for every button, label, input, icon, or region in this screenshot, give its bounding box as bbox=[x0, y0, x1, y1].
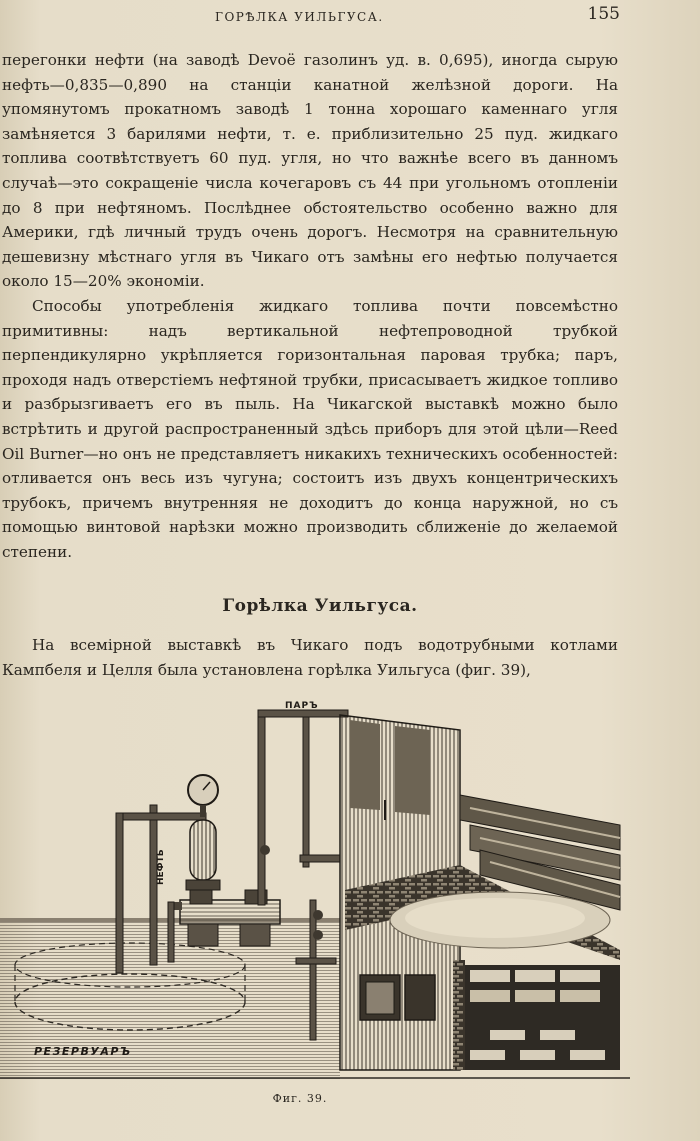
paragraph-methods: Способы употребленія жидкаго топлива почти повсемѣстно примитивны: надъ вертикальной нефтепроводной трубкой перпендикулярно укрѣпляется горизонтальная паровая трубка; паръ, проходя надъ отверстіемъ нефтяной трубки, присасываетъ жидкое топливо и разбрызгиваетъ его въ пыль. На Чикагской выставкѣ можно было встрѣтить и другой распространенный здѣсь приборъ для этой цѣли—Reed Oil Burner—но онъ не представляетъ никакихъ техническихъ особенностей: отливается онъ весь изъ чугуна; состоитъ изъ двухъ концентрическихъ трубокъ, причемъ внутренняя не доходитъ до конца наружной, но съ помощью винтовой нарѣзки можно производить сближеніе до желаемой степени. bbox=[2, 296, 618, 561]
burner-illustration bbox=[0, 690, 630, 1080]
oil-label: НЕФТЬ bbox=[156, 849, 166, 885]
section-paragraph: На всемірной выставкѣ въ Чикаго подъ водотрубными котлами Кампбеля и Целля была установлена горѣлка Уильгуса (фиг. 39), bbox=[2, 636, 618, 679]
fire-bricks bbox=[465, 965, 620, 1070]
section-heading: Горѣлка Уильгуса. bbox=[222, 596, 418, 616]
figure-burner-engraving bbox=[0, 690, 630, 1080]
paragraph-continued: перегонки нефти (на заводѣ Devoë газолинъ уд. в. 0,695), иногда сырую нефть—0,835—0,890 на станціи канатной желѣзной дороги. На упомянутомъ прокатномъ заводѣ 1 тонна хорошаго каменнаго угля замѣняется 3 барилями нефти, т. е. приблизительно 25 пуд. жидкаго топлива соотвѣтствуетъ 60 пуд. угля, но что важнѣе всего въ данномъ случаѣ—это сокращеніе числа кочегаровъ съ 44 при угольномъ отопленіи до 8 при нефтяномъ. Послѣднее обстоятельство особенно важно для Америки, гдѣ личный трудъ очень дорогъ. Несмотря на сравнительную дешевизну мѣстнаго угля въ Чикаго отъ замѣны его нефтью получается около 15—20% экономіи. bbox=[2, 51, 618, 291]
body-text bbox=[2, 48, 618, 564]
reservoir-label: РЕЗЕРВУАРЪ bbox=[34, 1045, 132, 1058]
steam-label: ПАРЪ bbox=[285, 701, 319, 711]
section-text bbox=[2, 633, 618, 682]
page-number: 155 bbox=[587, 4, 620, 24]
figure-caption: Фиг. 39. bbox=[272, 1092, 328, 1105]
running-title: ГОРѢЛКА УИЛЬГУСА. bbox=[215, 10, 384, 24]
